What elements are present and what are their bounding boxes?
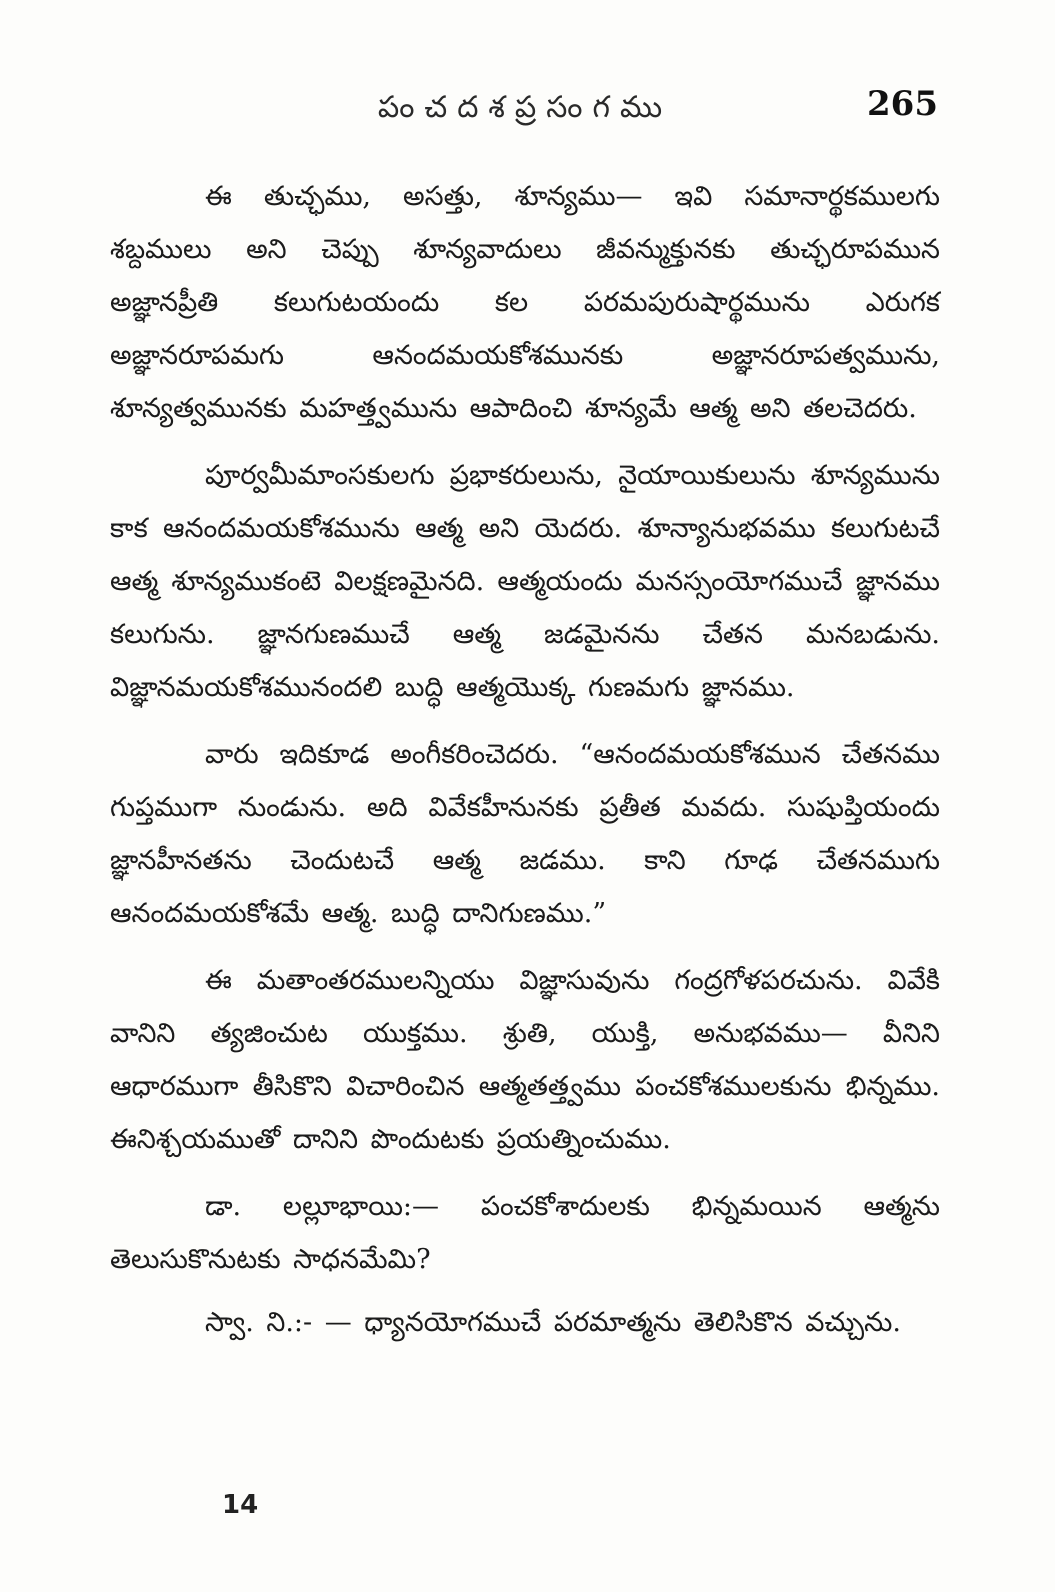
paragraph-6-answer: స్వా. ని.:- — ధ్యానయోగముచే పరమాత్మను తెలిసికొన వచ్చును. — [205, 1307, 901, 1338]
paragraph-4: ఈ మతాంతరములన్నియు విజ్ఞాసువును గంద్రగోళపరచును. వివేకి వానిని త్యజించుట యుక్తము. శ్రుతి, యుక్తి, అనుభవము— వీనిని ఆధారముగా తీసికొని విచారించిన ఆత్మతత్త్వము పంచకోశములకును భిన్నము. ఈనిశ్చయముతో దానిని పొందుటకు ప్రయత్నించుము. — [110, 965, 940, 1155]
running-title: పంచదశప్రసంగము — [377, 90, 673, 125]
signature-mark: 14 — [222, 1490, 259, 1520]
page-header — [110, 82, 940, 132]
page-number: 265 — [867, 84, 938, 124]
paragraph-3: వారు ఇదికూడ అంగీకరించెదరు. “ఆనందమయకోశమున చేతనము గుప్తముగా నుండును. అది వివేకహీనునకు ప్రతీత మవదు. సుషుప్తియందు జ్ఞానహీనతను చెందుటచే ఆత్మ జడము. కాని గూఢ చేతనముగు ఆనందమయకోశమే ఆత్మ. బుద్ధి దానిగుణము.” — [110, 739, 940, 929]
paragraph-1: ఈ తుచ్ఛము, అసత్తు, శూన్యము— ఇవి సమానార్థకములగు శబ్దములు అని చెప్పు శూన్యవాదులు జీవన్ముక్తునకు తుచ్ఛరూపమున అజ్ఞానప్రీతి కలుగుటయందు కల పరమపురుషార్థమును ఎరుగక అజ్ఞానరూపమగు ఆనందమయకోశమునకు అజ్ఞానరూపత్వమును, శూన్యత్వమునకు మహత్త్వమును ఆపాదించి శూన్యమే ఆత్మ అని తలచెదరు. — [110, 181, 940, 424]
paragraph-5-question: డా. లల్లూభాయి:— పంచకోశాదులకు భిన్నమయిన ఆత్మను తెలుసుకొనుటకు సాధనమేమి? — [110, 1191, 940, 1275]
paragraph-2: పూర్వమీమాంసకులగు ప్రభాకరులును, నైయాయికులును శూన్యమును కాక ఆనందమయకోశమును ఆత్మ అని యెదరు. శూన్యానుభవము కలుగుటచే ఆత్మ శూన్యముకంటె విలక్షణమైనది. ఆత్మయందు మనస్సంయోగముచే జ్ఞానము కలుగును. జ్ఞానగుణముచే ఆత్మ జడమైనను చేతన మనబడును. విజ్ఞానమయకోశమునందలి బుద్ధి ఆత్మయొక్క గుణమగు జ్ఞానము. — [110, 460, 940, 703]
body-text — [110, 170, 940, 1359]
